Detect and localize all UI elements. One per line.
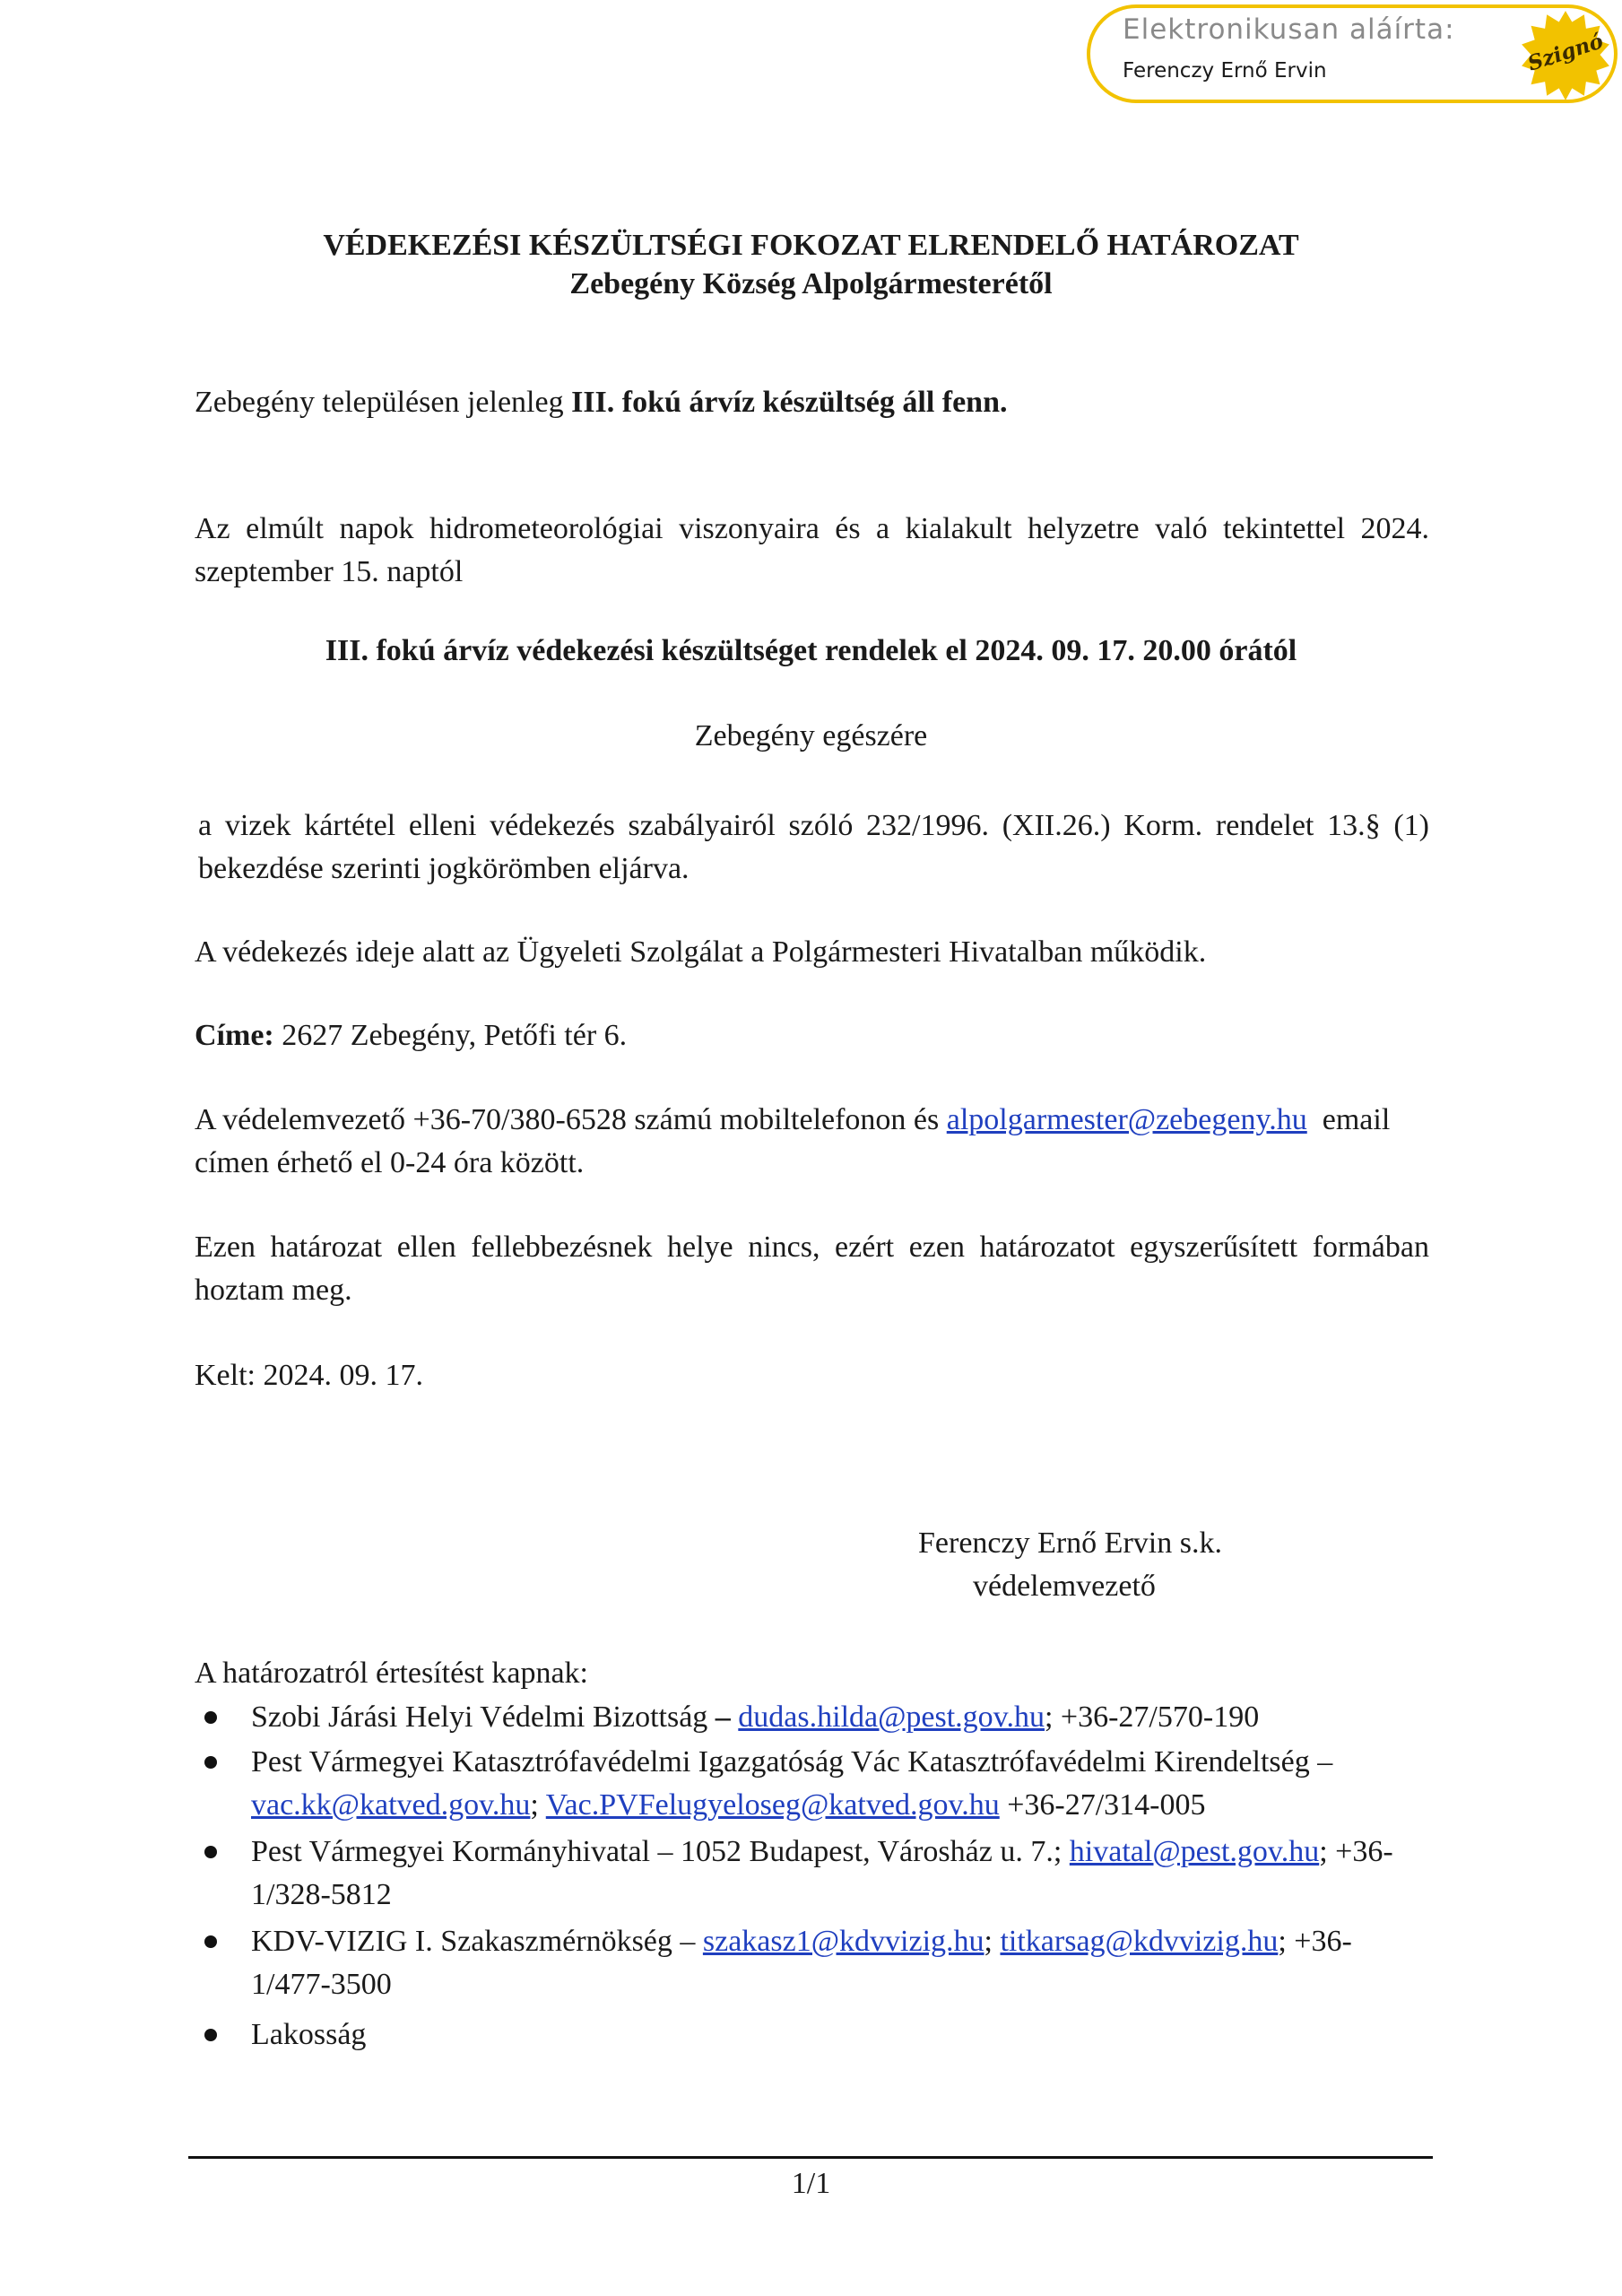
recipient-1-phone: ; +36-27/570-190 <box>1044 1700 1260 1734</box>
recipient-item-2-line-2 <box>251 1784 1206 1827</box>
status-prefix: Zebegény településen jelenleg <box>195 386 572 419</box>
recipient-2-email-1-link[interactable]: vac.kk@katved.gov.hu <box>251 1788 531 1822</box>
signature-label: Elektronikusan aláírta: <box>1123 13 1455 46</box>
document-title: VÉDEKEZÉSI KÉSZÜLTSÉGI FOKOZAT ELRENDELŐ HATÁROZAT <box>323 229 1299 262</box>
address-line <box>195 1014 627 1057</box>
appeal-line-2: hoztam meg. <box>195 1274 352 1307</box>
address-label: Címe: <box>195 1019 274 1052</box>
bullet-icon <box>204 2029 217 2041</box>
legal-line-2: bekezdése szerinti jogkörömben eljárva. <box>198 852 690 885</box>
recipient-1-name: Szobi Járási Helyi Védelmi Bizottság <box>251 1700 716 1734</box>
page-number: 1/1 <box>791 2167 831 2200</box>
bullet-icon <box>204 1846 217 1858</box>
recipient-3-name: Pest Vármegyei Kormányhivatal – 1052 Budapest, Városház u. 7.; <box>251 1835 1070 1868</box>
intro-line-1: Az elmúlt napok hidrometeorológiai viszonyaira és a kialakult helyzetre való tekintettel 2024. <box>195 512 1429 545</box>
recipients-heading: A határozatról értesítést kapnak: <box>195 1657 588 1690</box>
recipient-2-separator: ; <box>530 1788 546 1822</box>
status-bold: III. fokú árvíz készültség áll fenn. <box>571 386 1008 419</box>
appeal-line-1: Ezen határozat ellen fellebbezésnek helye nincs, ezért ezen határozatot egyszerűsített formában <box>195 1231 1429 1264</box>
intro-line-2: szeptember 15. naptól <box>195 555 464 588</box>
status-line <box>195 381 1008 424</box>
bullet-icon <box>204 1935 217 1948</box>
contact-line-2: címen érhető el 0-24 óra között. <box>195 1146 585 1179</box>
recipient-4-phone-start: ; +36- <box>1278 1925 1352 1958</box>
address-value: 2627 Zebegény, Petőfi tér 6. <box>273 1019 628 1052</box>
recipient-4-email-2-link[interactable]: titkarsag@kdvvizig.hu <box>1000 1925 1279 1958</box>
recipient-item-5: Lakosság <box>251 2018 367 2051</box>
recipient-2-phone: +36-27/314-005 <box>999 1788 1206 1822</box>
contact-line-1 <box>195 1099 1390 1142</box>
recipient-3-email-link[interactable]: hivatal@pest.gov.hu <box>1069 1835 1320 1868</box>
contact-suffix: email <box>1306 1103 1391 1136</box>
recipient-3-phone-start: ; +36- <box>1319 1835 1393 1868</box>
recipient-1-dash: – <box>715 1700 731 1734</box>
signature-name: Ferenczy Ernő Ervin <box>1123 59 1327 83</box>
bullet-icon <box>204 1756 217 1769</box>
recipient-item-1 <box>251 1696 1259 1739</box>
scope-statement: Zebegény egészére <box>694 719 928 752</box>
signatory-role: védelemvezető <box>973 1570 1156 1603</box>
contact-email-link[interactable]: alpolgarmester@zebegeny.hu <box>946 1103 1307 1136</box>
service-statement: A védekezés ideje alatt az Ügyeleti Szolgálat a Polgármesteri Hivatalban működik. <box>195 935 1207 969</box>
seal-text: Szignó <box>1524 29 1607 76</box>
footer-divider <box>188 2156 1433 2159</box>
signatory-name: Ferenczy Ernő Ervin s.k. <box>918 1526 1222 1560</box>
contact-text: A védelemvezető +36-70/380-6528 számú mobiltelefonon és <box>195 1103 947 1136</box>
bullet-icon <box>204 1711 217 1724</box>
document-subtitle: Zebegény Község Alpolgármesterétől <box>569 267 1053 300</box>
order-statement: III. fokú árvíz védekezési készültséget rendelek el 2024. 09. 17. 20.00 órától <box>325 634 1297 667</box>
recipient-4-separator: ; <box>984 1925 1001 1958</box>
recipient-item-3-line-2: 1/328-5812 <box>251 1878 392 1911</box>
recipient-item-3-line-1 <box>251 1831 1393 1874</box>
recipient-4-name: KDV-VIZIG I. Szakaszmérnökség – <box>251 1925 703 1958</box>
recipient-1-email-link[interactable]: dudas.hilda@pest.gov.hu <box>738 1700 1045 1734</box>
recipient-4-email-1-link[interactable]: szakasz1@kdvvizig.hu <box>702 1925 984 1958</box>
recipient-2-email-2-link[interactable]: Vac.PVFelugyeloseg@katved.gov.hu <box>545 1788 1000 1822</box>
recipient-item-4-line-1 <box>251 1920 1352 1963</box>
issue-date: Kelt: 2024. 09. 17. <box>195 1359 423 1392</box>
recipient-item-4-line-2: 1/477-3500 <box>251 1968 392 2001</box>
legal-line-1: a vizek kártétel elleni védekezés szabályairól szóló 232/1996. (XII.26.) Korm. rendelet 13.§ (1) <box>198 809 1429 842</box>
recipient-item-2-line-1: Pest Vármegyei Katasztrófavédelmi Igazgatóság Vác Katasztrófavédelmi Kirendeltség – <box>251 1745 1333 1779</box>
